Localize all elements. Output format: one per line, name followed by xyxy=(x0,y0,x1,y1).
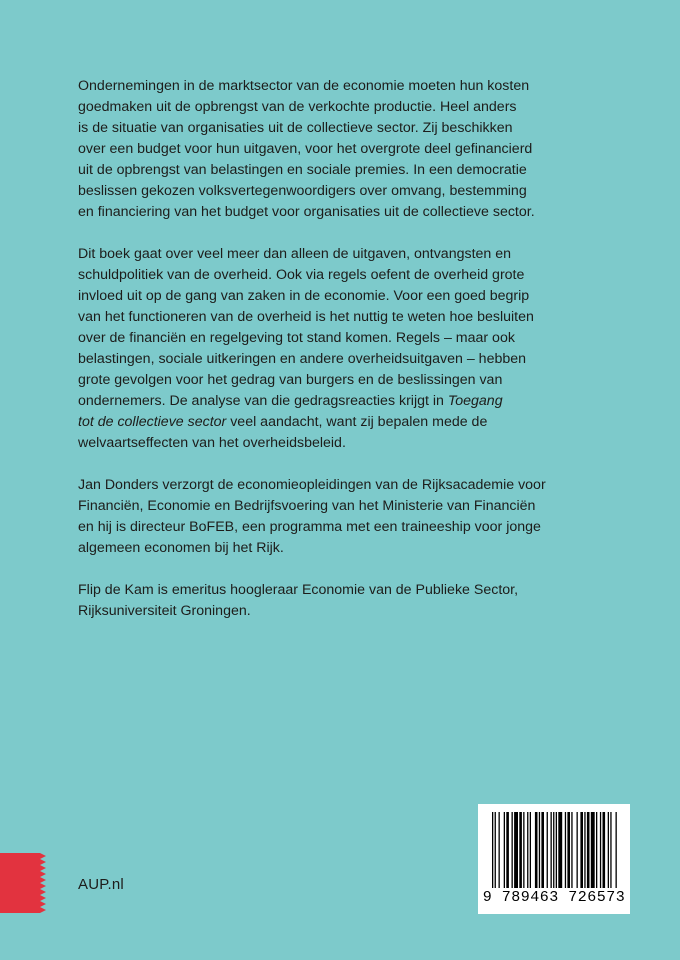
barcode-bar xyxy=(535,812,538,888)
barcode-bar xyxy=(591,812,595,888)
barcode-bar xyxy=(565,812,566,888)
barcode xyxy=(478,804,630,914)
barcode-bar xyxy=(547,812,548,888)
barcode-bar xyxy=(577,812,578,888)
barcode-bar xyxy=(492,812,493,888)
text-line: Dit boek gaat over veel meer dan alleen de uitgaven, ontvangsten en xyxy=(78,246,512,262)
text-line: welvaartseffecten van het overheidsbeleid. xyxy=(78,435,346,451)
barcode-bar xyxy=(600,812,601,888)
text-fragment: ondernemers. De analyse van die gedragsreacties krijgt in xyxy=(78,393,444,409)
barcode-bar xyxy=(499,812,500,888)
barcode-bar xyxy=(567,812,570,888)
aup-logo-icon xyxy=(0,853,48,913)
barcode-bar xyxy=(514,812,518,888)
text-line: schuldpolitiek van de overheid. Ook via regels oefent de overheid grote xyxy=(78,267,525,283)
barcode-bar xyxy=(584,812,585,888)
barcode-bar xyxy=(519,812,522,888)
text-line xyxy=(78,412,548,433)
barcode-bar xyxy=(616,812,617,888)
barcode-bar xyxy=(527,812,528,888)
barcode-bar xyxy=(610,812,611,888)
text-line: Ondernemingen in de marktsector van de economie moeten hun kosten xyxy=(78,78,530,94)
text-line: Jan Donders verzorgt de economieopleidingen van de Rijksacademie voor xyxy=(78,477,546,493)
text-line: invloed uit op de gang van zaken in de economie. Voor een goed begrip xyxy=(78,288,530,304)
text-line: grote gevolgen voor het gedrag van burgers en de beslissingen van xyxy=(78,372,503,388)
text-line: en financiering van het budget voor organisaties uit de collectieve sector. xyxy=(78,204,535,220)
barcode-bar xyxy=(608,812,609,888)
barcode-bar xyxy=(556,812,557,888)
text-line: Financiën, Economie en Bedrijfsvoering van het Ministerie van Financiën xyxy=(78,498,536,514)
barcode-bar xyxy=(504,812,505,888)
barcode-bar xyxy=(495,812,496,888)
barcode-bar xyxy=(541,812,544,888)
text-fragment: veel aandacht, want zij bepalen mede de xyxy=(226,414,488,430)
text-line: van het functioneren van de overheid is het nuttig te weten hoe besluiten xyxy=(78,309,534,325)
text-line: Flip de Kam is emeritus hoogleraar Economie van de Publieke Sector, xyxy=(78,582,519,598)
barcode-bar xyxy=(571,812,572,888)
publisher-url[interactable]: AUP.nl xyxy=(78,876,124,893)
barcode-bar xyxy=(506,812,509,888)
barcode-bar xyxy=(558,812,562,888)
book-title-italic: Toegang xyxy=(447,393,503,409)
barcode-bar xyxy=(530,812,531,888)
text-line: is de situatie van organisaties uit de collectieve sector. Zij beschikken xyxy=(78,120,513,136)
barcode-bar xyxy=(539,812,540,888)
barcode-bar xyxy=(580,812,583,888)
text-line: over de financiën en regelgeving tot stand komen. Regels – maar ook xyxy=(78,330,515,346)
barcode-bar xyxy=(512,812,513,888)
text-line: Rijksuniversiteit Groningen. xyxy=(78,603,251,619)
barcode-bar xyxy=(523,812,524,888)
text-line: en hij is directeur BoFEB, een programma met een traineeship voor jonge xyxy=(78,519,541,535)
text-line: belastingen, sociale uitkeringen en andere overheidsuitgaven – hebben xyxy=(78,351,527,367)
text-line xyxy=(78,391,548,412)
paragraph-intro xyxy=(78,76,548,223)
barcode-bar xyxy=(587,812,590,888)
text-line: goedmaken uit de opbrengst van de verkochte productie. Heel anders xyxy=(78,99,517,115)
paragraph-author-dekam xyxy=(78,580,548,622)
paragraph-author-donders xyxy=(78,475,548,559)
back-cover-text xyxy=(78,76,548,643)
text-line: uit de opbrengst van belastingen en sociale premies. In een democratie xyxy=(78,162,527,178)
text-line: beslissen gekozen volksvertegenwoordigers over omvang, bestemming xyxy=(78,183,527,199)
book-title-italic: tot de collectieve sector xyxy=(78,414,227,430)
barcode-bar xyxy=(603,812,606,888)
paragraph-book-description xyxy=(78,244,548,454)
barcode-bar xyxy=(553,812,554,888)
text-line: algemeen economen bij het Rijk. xyxy=(78,540,284,556)
barcode-bar xyxy=(551,812,552,888)
isbn-number: 9 789463 726573 xyxy=(482,889,626,906)
barcode-bar xyxy=(596,812,597,888)
text-line: over een budget voor hun uitgaven, voor het overgrote deel gefinancierd xyxy=(78,141,533,157)
